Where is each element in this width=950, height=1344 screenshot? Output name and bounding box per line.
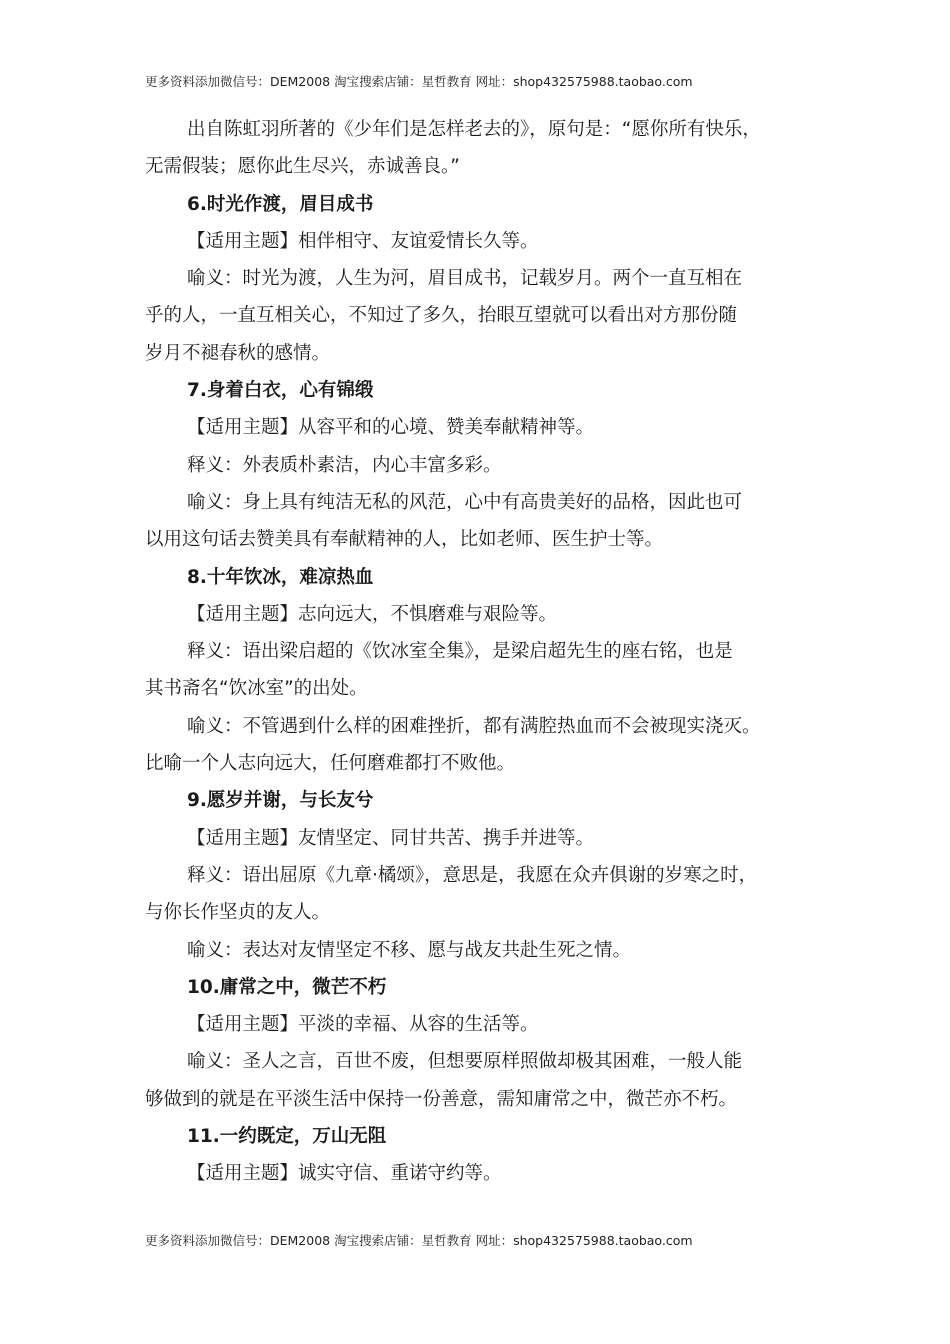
section-heading: 11.一约既定，万山无阻 — [187, 1126, 387, 1148]
text-line: 【适用主题】友情坚定、同甘共苦、携手并进等。 — [187, 827, 595, 849]
text-line: 喻义：表达对友情坚定不移、愿与战友共赴生死之情。 — [187, 939, 632, 961]
text-line: 释义：外表质朴素洁，内心丰富多彩。 — [187, 454, 502, 476]
page-footer: 更多资料添加微信号：DEM2008 淘宝搜索店铺：星哲教育 网址：shop432575988.taobao.com — [145, 1233, 693, 1248]
section-heading: 7.身着白衣，心有锦缎 — [187, 380, 374, 402]
text-line: 喻义：身上具有纯洁无私的风范，心中有高贵美好的品格，因此也可 — [187, 491, 743, 513]
text-line: 【适用主题】诚实守信、重诺守约等。 — [187, 1163, 502, 1185]
text-line: 岁月不褪春秋的感情。 — [145, 342, 331, 364]
section-heading: 9.愿岁并谢，与长友兮 — [187, 790, 374, 812]
text-line: 【适用主题】平淡的幸福、从容的生活等。 — [187, 1014, 539, 1036]
text-line: 够做到的就是在平淡生活中保持一份善意，需知庸常之中，微芒亦不朽。 — [145, 1088, 738, 1110]
text-line: 【适用主题】志向远大，不惧磨难与艰险等。 — [187, 603, 558, 625]
section-heading: 8.十年饮冰，难凉热血 — [187, 566, 374, 588]
text-line: 出自陈虹羽所著的《少年们是怎样老去的》，原句是：“愿你所有快乐， — [187, 119, 761, 140]
text-line: 【适用主题】从容平和的心境、赞美奉献精神等。 — [187, 417, 595, 439]
section-heading: 6.时光作渡，眉目成书 — [187, 193, 374, 215]
text-line: 以用这句话去赞美具有奉献精神的人，比如老师、医生护士等。 — [145, 529, 664, 551]
text-line: 喻义：圣人之言，百世不废，但想要原样照做却极其困难，一般人能 — [187, 1051, 743, 1073]
text-line: 与你长作坚贞的友人。 — [145, 902, 331, 924]
text-line: 无需假装；愿你此生尽兴，赤诚善良。” — [145, 156, 460, 178]
text-line: 比喻一个人志向远大，任何磨难都打不败他。 — [145, 753, 516, 775]
text-line: 喻义：不管遇到什么样的困难挫折，都有满腔热血而不会被现实浇灭。 — [187, 715, 761, 737]
text-line: 【适用主题】相伴相守、友谊爱情长久等。 — [187, 230, 539, 252]
text-line: 其书斋名“饮冰室”的出处。 — [145, 678, 368, 700]
section-heading: 10.庸常之中，微芒不朽 — [187, 976, 387, 998]
document-body — [145, 111, 815, 1193]
page-header: 更多资料添加微信号：DEM2008 淘宝搜索店铺：星哲教育 网址：shop432575988.taobao.com — [145, 74, 693, 89]
text-line: 乎的人，一直互相关心，不知过了多久，抬眼互望就可以看出对方那份随 — [145, 305, 738, 327]
text-line: 喻义：时光为渡，人生为河，眉目成书，记载岁月。两个一直互相在 — [187, 268, 743, 290]
text-line: 释义：语出屈原《九章·橘颂》，意思是，我愿在众卉俱谢的岁寒之时， — [187, 864, 758, 886]
text-line: 释义：语出梁启超的《饮冰室全集》，是梁启超先生的座右铭，也是 — [187, 641, 733, 663]
